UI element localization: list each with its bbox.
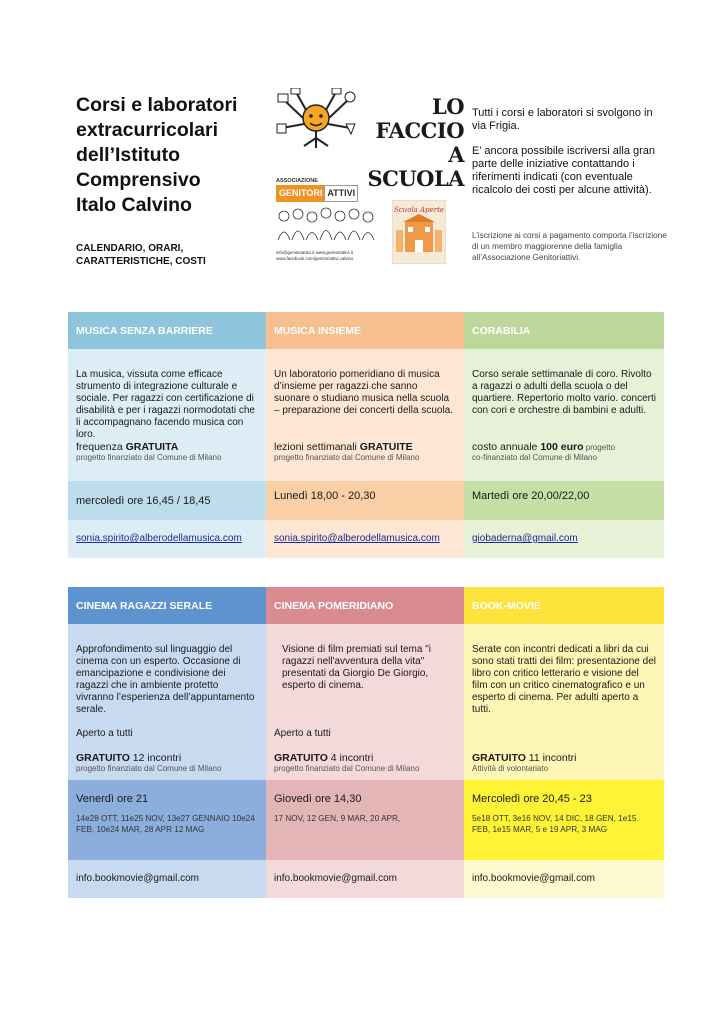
crowd-drawing-icon [276,204,379,248]
course-contact[interactable]: info.bookmovie@gmail.com [68,860,266,898]
association-label: ASSOCIAZIONE [276,178,318,184]
course-schedule: Lunedì 18,00 - 20,30 [266,481,464,520]
logo-line: A SCUOLA [367,142,464,191]
course-price [274,441,456,453]
registration-note: L’iscrizione ai corsi a pagamento comporta l’iscrizione di un membro maggiorenne della famiglia all’Associazione Genitoriattivi. [472,231,667,262]
title-line: Corsi e laboratori [76,94,238,116]
info-paragraph: E’ ancora possibile iscriversi alla gran parte delle iniziative contattando i riferimenti indicati (con eventuale ricalcolo dei costi per alcune attività). [472,145,656,196]
title-line: extracurricolari [76,119,218,141]
course-funding: co-finanziato dal Comune di Milano [472,453,597,462]
course-schedule [68,780,266,860]
course-price [472,441,656,453]
course-title: CORABILIA [464,312,664,349]
course-contact [68,520,266,558]
course-contact[interactable]: info.bookmovie@gmail.com [464,860,664,898]
price-suffix: 4 incontri [327,752,374,764]
course-details [68,624,266,780]
title-line: dell’Istituto [76,144,180,166]
price-strong: GRATUITO [76,752,130,764]
schedule-dates: 17 NOV, 12 GEN, 9 MAR, 20 APR, [274,814,401,823]
course-schedule [464,780,664,860]
association-name-part: ATTIVI [324,185,358,202]
course-schedule [266,780,464,860]
course-title: BOOK-MOVIE [464,587,664,624]
page-subtitle [76,242,276,268]
course-schedule: Martedì ore 20,00/22,00 [464,481,664,520]
subtitle-line: CARATTERISTICHE, COSTI [76,256,206,267]
association-name [276,185,379,202]
course-funding: progetto finanziato dal Comune di Milano [274,764,420,773]
contact-email-link[interactable]: giobaderna@gmail.com [472,533,578,544]
contact-email-link[interactable]: sonia.spirito@alberodellamusica.com [274,533,440,544]
logo-line: LO FACCIO [375,94,464,143]
course-price [76,441,258,453]
course-contact [266,520,464,558]
course-price [472,752,656,764]
price-strong: GRATUITO [274,752,328,764]
course-funding: progetto finanziato dal Comune di Milano [76,453,222,462]
schedule-time: Mercoledì ore 20,45 - 23 [472,793,592,805]
schedule-dates: 5e18 OTT, 3e16 NOV, 14 DIC, 18 GEN, 1e15 FEB, 1e15 MAR, 5 e 19 APR, 3 MAG [472,814,637,834]
course-audience: Aperto a tutti [76,728,133,739]
price-suffix: 12 incontri [129,752,182,764]
course-audience: Aperto a tutti [274,728,331,739]
course-contact[interactable]: info.bookmovie@gmail.com [266,860,464,898]
course-title: MUSICA SENZA BARRIERE [68,312,266,349]
info-paragraph: Tutti i corsi e laboratori si svolgono in via Frigia. [472,107,653,132]
course-funding: Attività di volontariato [472,764,549,773]
course-title: CINEMA POMERIDIANO [266,587,464,624]
course-details [464,624,664,780]
subtitle-line: CALENDARIO, ORARI, [76,243,184,254]
info-block [472,107,662,209]
genitori-attivi-logo [276,178,381,268]
course-description: Un laboratorio pomeridiano di musica d’insieme per ragazzi che sanno suonare o studiano musica nella scuola – preparazione dei concerti della scuola. [274,369,453,416]
courses-table-music [68,312,664,558]
course-description: Serate con incontri dedicati a libri da cui sono stati tratti dei film: presentazione del libro con critico letterario e visione del film con un critico cinematografico e un esperto di cinema. Per adulti aperto a tutti. [472,644,656,715]
price-strong: GRATUITO [472,752,526,764]
lo-faccio-mascot-icon [276,88,356,154]
course-funding: progetto finanziato dal Comune di Milano [274,453,420,462]
course-title: CINEMA RAGAZZI SERALE [68,587,266,624]
price-prefix: lezioni settimanali [274,441,360,453]
association-links [276,250,353,262]
scuola-aperta-label: Scuola Aperte [393,206,445,214]
course-schedule: mercoledì ore 16,45 / 18,45 [68,481,266,520]
association-link: www.facebook.com/genitoriattivi.calvino [276,256,354,261]
price-strong: GRATUITA [125,441,179,453]
course-description: Corso serale settimanale di coro. Rivolto a ragazzi o adulti della scuola o del quartiere. Repertorio molto vario. concerti con cori e orchestre di bambini e adulti. [472,369,656,416]
association-link: info@genitoriattivi.it www.genitoriattivi.it [276,250,353,255]
course-title: MUSICA INSIEME [266,312,464,349]
price-strong: 100 euro [540,441,584,453]
title-line: Italo Calvino [76,194,192,216]
course-description: Visione di film premiati sul tema "i ragazzi nell'avventura della vita" presentati da Giorgio De Giorgio, esperto di cinema. [282,644,431,691]
price-prefix: costo annuale [472,441,541,453]
course-funding: progetto finanziato dal Comune di Milano [76,764,222,773]
association-name-part: GENITORI [276,185,324,202]
contact-email-link[interactable]: sonia.spirito@alberodellamusica.com [76,533,242,544]
course-details [266,349,464,481]
course-contact [464,520,664,558]
courses-table-cinema [68,587,664,898]
course-details [464,349,664,481]
course-description: La musica, vissuta come efficace strumento di integrazione culturale e sociale. Per ragazzi con certificazione di disabilità e per i ragazzi normodotati che li accompagnano facendo musica con loro. [76,369,255,440]
course-price [274,752,456,764]
funding-inline: progetto [583,443,616,452]
schedule-time: Venerdì ore 21 [76,793,149,805]
schedule-dates: 14e28 OTT, 11e25 NOV, 13e27 GENNAIO 10e24 FEB, 10e24 MAR, 28 APR 12 MAG [76,814,255,834]
price-prefix: frequenza [76,441,126,453]
course-details [68,349,266,481]
price-suffix: 11 incontri [525,752,577,764]
title-line: Comprensivo [76,169,201,191]
course-details [266,624,464,780]
schedule-time: Giovedì ore 14,30 [274,793,362,805]
scuola-aperta-logo-icon [392,200,446,264]
price-strong: GRATUITE [359,441,413,453]
course-price [76,752,258,764]
page-title [76,93,276,218]
course-description: Approfondimento sul linguaggio del cinema con un esperto. Occasione di emancipazione e condivisione dei ragazzi che in ambiente protetto vivranno l’esperienza dell’appuntamento serale. [76,644,255,715]
lo-faccio-logo [352,95,464,191]
